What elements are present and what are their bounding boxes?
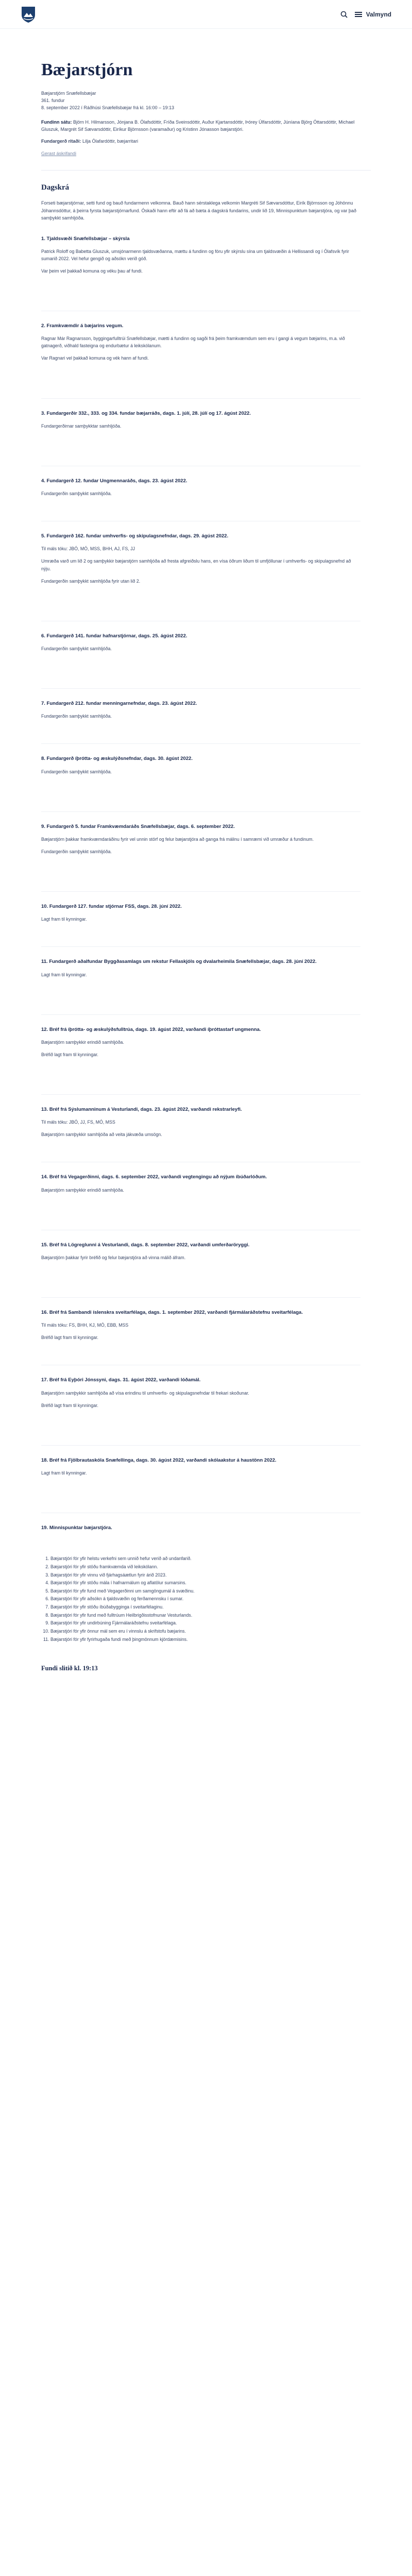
- agenda-item-text: Umræða varð um lið 2 og samþykkir bæjarstjórn samhljóða að fresta afgreiðslu hans, en vísa öðrum liðum til umfjöllunar í umhverfis- og skipulagsnefnd að nýju.: [41, 558, 351, 571]
- agenda-item-text: Til máls tóku: FS, BHH, KJ, MÓ, EBB, MSS: [41, 1323, 129, 1328]
- agenda-divider: [41, 946, 360, 947]
- mayor-note-item: 4. Bæjarstjóri fór yfir stöðu mála í hafnarmálum og aflatölur sumarsins.: [50, 1580, 355, 1587]
- agenda-item-title: 10. Fundargerð 127. fundar stjórnar FSS, dags. 28. júní 2022.: [41, 903, 182, 909]
- agenda-item-title: 7. Fundargerð 212. fundar menningarnefndar, dags. 23. ágúst 2022.: [41, 700, 197, 706]
- agenda-item-text: Til máls tóku: JBÓ, JJ, FS, MÓ, MSS: [41, 1120, 115, 1125]
- agenda-item: [41, 478, 371, 521]
- agenda-item: [41, 1106, 371, 1162]
- page-title: Bæjarstjórn: [41, 60, 133, 79]
- agenda-divider: [41, 811, 360, 812]
- agenda-item: [41, 755, 371, 811]
- meta-date-place: 8. september 2022 í Ráðhúsi Snæfellsbæjar frá kl. 16:00 – 19:13: [41, 105, 175, 110]
- agenda-item-title: 18. Bréf frá Fjölbrautaskóla Snæfellinga, dags. 30. ágúst 2022, varðandi skólaakstur á haustönn 2022.: [41, 1457, 277, 1463]
- agenda-item-text: Bæjarstjórn samþykkir erindið samhljóða.: [41, 1039, 124, 1045]
- secretary-text: Lilja Ólafardóttir, bæjarritari: [82, 139, 139, 144]
- agenda-item-title: 1. Tjaldsvæði Snæfellsbæjar – skýrsla: [41, 235, 130, 242]
- site-header: [0, 0, 412, 29]
- agenda-item-title: 13. Bréf frá Sýslumanninum á Vesturlandi, dags. 23. ágúst 2022, varðandi rekstrarleyfi.: [41, 1106, 242, 1112]
- agenda-item-text: Lagt fram til kynningar.: [41, 917, 87, 922]
- agenda-item-title: 14. Bréf frá Vegagerðinni, dags. 6. september 2022, varðandi vegtengingu að nýjum íbúðarlóðum.: [41, 1174, 267, 1180]
- agenda-item: [41, 1309, 371, 1365]
- agenda-item-text: Fundargerðin samþykkt samhljóða.: [41, 714, 112, 719]
- agenda-item-text: Bæjarstjórn samþykkir erindið samhljóða.: [41, 1187, 124, 1193]
- agenda-divider: [41, 891, 360, 892]
- subscribe-link[interactable]: Gerast áskrifandi: [41, 150, 77, 156]
- agenda-item-text: Bréfið lagt fram til kynningar.: [41, 1335, 98, 1341]
- agenda-item: [41, 633, 371, 689]
- agenda-item-text: Bréfið lagt fram til kynningar.: [41, 1402, 98, 1408]
- agenda-item-title: 6. Fundargerð 141. fundar hafnarstjórnar, dags. 25. ágúst 2022.: [41, 633, 187, 639]
- meeting-end: Fundi slitið kl. 19:13: [41, 1665, 98, 1672]
- agenda-item-text: Var Ragnari vel þakkað komuna og vék hann af fundi.: [41, 355, 149, 361]
- mayor-note-item: 8. Bæjarstjóri fór yfir fund með fulltrúum Heilbrigðisstofnunar Vesturlands.: [50, 1612, 355, 1619]
- agenda-item-title: 19. Minnispunktar bæjarstjóra.: [41, 1525, 112, 1531]
- mayor-note-item: 2. Bæjarstjóri fór yfir stöðu framkvæmda við leikskólann.: [50, 1564, 355, 1571]
- meta-committee: Bæjarstjórn Snæfellsbæjar: [41, 90, 96, 96]
- agenda-intro: Forseti bæjarstjórnar, setti fund og bauð fundarmenn velkomna. Bauð hann sérstaklega velkomin Margréti Sif Sævarsdóttur, Eirík Björnsson og Jóhönnu Jóhannsdóttur, á þeirra fyrsta bæjarstjórnarfund. Óskaði hann eftir að fá að bæta á dagskrá fundarins, undir lið 19, Minnispunktum bæjarstjóra, og var það samþykkt samhljóða.: [41, 200, 356, 221]
- agenda-item: [41, 410, 371, 466]
- agenda-item: [41, 823, 371, 892]
- agenda-item: [41, 1026, 371, 1095]
- agenda-item: [41, 1242, 371, 1298]
- agenda-item-title: 2. Framkvæmdir á bæjarins vegum.: [41, 323, 124, 329]
- agenda-divider: [41, 1014, 360, 1015]
- agenda-item-text: Fundargerðin samþykkt samhljóða.: [41, 849, 112, 854]
- agenda-item-text: Lagt fram til kynningar.: [41, 972, 87, 977]
- menu-label: Valmynd: [366, 10, 391, 18]
- mayor-note-item: 11. Bæjarstjóri fór yfir fyrirhugaða fundi með þingmönnum kjördæmisins.: [50, 1636, 355, 1643]
- agenda-item-text: Bréfið lagt fram til kynningar.: [41, 1052, 98, 1057]
- agenda-item: [41, 958, 371, 1014]
- agenda-item-title: 5. Fundargerð 162. fundar umhverfis- og skipulagsnefndar, dags. 29. ágúst 2022.: [41, 533, 229, 539]
- menu-button[interactable]: [355, 10, 391, 19]
- meta-meeting-number: 361. fundur: [41, 97, 65, 103]
- agenda-item-title: 11. Fundargerð aðalfundar Byggðasamlags um rekstur Fellaskjóls og dvalarheimila Snæfellsbæjar, dags. 28. júní 2022.: [41, 959, 317, 965]
- agenda-item-text: Bæjarstjórn þakkar fyrir bréfið og felur bæjarstjóra að vinna málið áfram.: [41, 1255, 186, 1260]
- agenda-item-title: 16. Bréf frá Sambandi íslenskra sveitarfélaga, dags. 1. september 2022, varðandi fjármálaráðstefnu sveitarfélaga.: [41, 1309, 303, 1315]
- agenda-item-title: 4. Fundargerð 12. fundar Ungmennaráðs, dags. 23. ágúst 2022.: [41, 478, 187, 484]
- agenda-item-text: Fundargerðin samþykkt samhljóða.: [41, 646, 112, 651]
- mayor-notes-list: [41, 1555, 355, 1643]
- secretary: [41, 138, 371, 145]
- agenda-item: [41, 1377, 371, 1445]
- meeting-meta: [41, 90, 371, 112]
- agenda-item: [41, 235, 371, 311]
- agenda-item: [41, 1174, 371, 1230]
- agenda-item-text: Bæjarstjórn þakkar framkvæmdaráðinu fyrir vel unnin störf og felur bæjarstjóra að ganga frá málinu í samræmi við umræður á fundinum.: [41, 836, 314, 842]
- hamburger-icon: [355, 12, 362, 17]
- agenda-item: [41, 1457, 371, 1513]
- agenda-item: [41, 903, 371, 947]
- agenda-item-title: 9. Fundargerð 5. fundar Framkvæmdaráðs Snæfellsbæjar, dags. 6. september 2022.: [41, 823, 235, 829]
- mayor-note-item: 6. Bæjarstjóri fór yfir aðsókn á tjaldsvæðin og ferðamennsku í sumar.: [50, 1596, 355, 1603]
- mayor-note-item: 5. Bæjarstjóri fór yfir fund með Vegagerðinni um samgöngumál á svæðinu.: [50, 1588, 355, 1595]
- agenda-item-text: Patrick Roloff og Babetta Gluszuk, umsjónarmenn tjaldsvæðanna, mættu á fundinn og fóru yfir skýrslu sína um tjaldsvæðin á Hellissandi og í Ólafsvík fyrir sumarið 2022. Vel hefur gengið og aðsókn verið góð.: [41, 248, 349, 261]
- attendees-text: Björn H. Hilmarsson, Jónjana B. Ólafsdóttir, Fríða Sveinsdóttir, Auður Kjartansdóttir, Þórey Úlfarsdóttir, Júníana Björg Óttarsdóttir, Michael Gluszuk, Margrét Sif Sævarsdóttir, Eiríkur Björnsson (varamaður) og Kristinn Jónasson bæjarstjóri.: [41, 119, 355, 132]
- agenda-item: [41, 533, 371, 621]
- header-actions: [340, 10, 391, 19]
- agenda-item-title: 15. Bréf frá Lögreglunni á Vesturlandi, dags. 8. september 2022, varðandi umferðaröryggi.: [41, 1242, 250, 1248]
- mayor-note-item: 1. Bæjarstjóri fór yfir helstu verkefni sem unnið hefur verið að undanfarið.: [50, 1555, 355, 1563]
- agenda-item-title: 12. Bréf frá íþrótta- og æskulýðsfulltrúa, dags. 19. ágúst 2022, varðandi íþróttastarf ungmenna.: [41, 1026, 261, 1032]
- agenda-divider: [41, 743, 360, 744]
- agenda-items: [41, 235, 371, 1556]
- agenda-divider: [41, 398, 360, 399]
- agenda-item-text: Fundargerðirnar samþykktar samhljóða.: [41, 423, 122, 429]
- agenda-item-title: 8. Fundargerð íþrótta- og æskulýðsnefndar, dags. 30. ágúst 2022.: [41, 756, 193, 762]
- agenda-item-text: Fundargerðin samþykkt samhljóða fyrir utan lið 2.: [41, 578, 141, 584]
- agenda-item-text: Fundargerðin samþykkt samhljóða.: [41, 769, 112, 774]
- agenda-item-text: Bæjarstjórn samþykkir samhljóða að vísa erindinu til umhverfis- og skipulagsnefndar til frekari skoðunar.: [41, 1390, 249, 1396]
- agenda-item-text: Til máls tóku: JBÓ, MÓ, MSS, BHH, AJ, FS, JJ: [41, 546, 135, 552]
- attendees-label: Fundinn sátu:: [41, 119, 72, 125]
- mayor-note-item: 7. Bæjarstjóri fór yfir stöðu íbúðabygginga í sveitarfélaginu.: [50, 1604, 355, 1611]
- agenda-title: Dagskrá: [41, 183, 70, 192]
- agenda-divider: [41, 688, 360, 689]
- agenda-divider: [41, 1297, 360, 1298]
- attendees: [41, 119, 371, 133]
- snaefellsbaer-logo[interactable]: [21, 6, 36, 23]
- main-content: [0, 29, 412, 2576]
- agenda-item: [41, 323, 371, 398]
- mayor-note-item: 3. Bæjarstjóri fór yfir vinnu við fjárhagsáætlun fyrir árið 2023.: [50, 1572, 355, 1579]
- agenda-item: [41, 1524, 371, 1555]
- agenda-item: [41, 700, 371, 744]
- divider: [41, 170, 371, 171]
- search-icon[interactable]: [340, 11, 348, 18]
- agenda-item-text: Var þeim vel þakkað komuna og véku þau af fundi.: [41, 268, 143, 274]
- agenda-divider: [41, 1445, 360, 1446]
- agenda-item-title: 3. Fundargerðir 332., 333. og 334. fundar bæjarráðs, dags. 1. júlí, 28. júlí og 17. ágúst 2022.: [41, 410, 251, 416]
- agenda-item-text: Lagt fram til kynningar.: [41, 1470, 87, 1476]
- mayor-note-item: 9. Bæjarstjóri fór yfir undirbúning Fjármálaráðstefnu sveitarfélaga.: [50, 1620, 355, 1627]
- mayor-note-item: 10. Bæjarstjóri fór yfir önnur mál sem eru í vinnslu á skrifstofu bæjarins.: [50, 1628, 355, 1635]
- agenda-item-title: 17. Bréf frá Eyþóri Jónssyni, dags. 31. ágúst 2022, varðandi lóðamál.: [41, 1377, 201, 1383]
- agenda-item-text: Bæjarstjórn samþykkir samhljóða að veita jákvæða umsögn.: [41, 1132, 162, 1138]
- agenda-item-text: Ragnar Már Ragnarsson, byggingarfulltrúi Snæfellsbæjar, mætti á fundinn og sagði frá þeim framkvæmdum sem eru í gangi á vegum bæjarins, m.a. við gatnagerð, viðhald fasteigna og endurbætur á leikskólanum.: [41, 336, 345, 349]
- agenda-item-text: Fundargerðin samþykkt samhljóða.: [41, 491, 112, 497]
- secretary-label: Fundargerð ritaði:: [41, 139, 81, 144]
- agenda-divider: [41, 1094, 360, 1095]
